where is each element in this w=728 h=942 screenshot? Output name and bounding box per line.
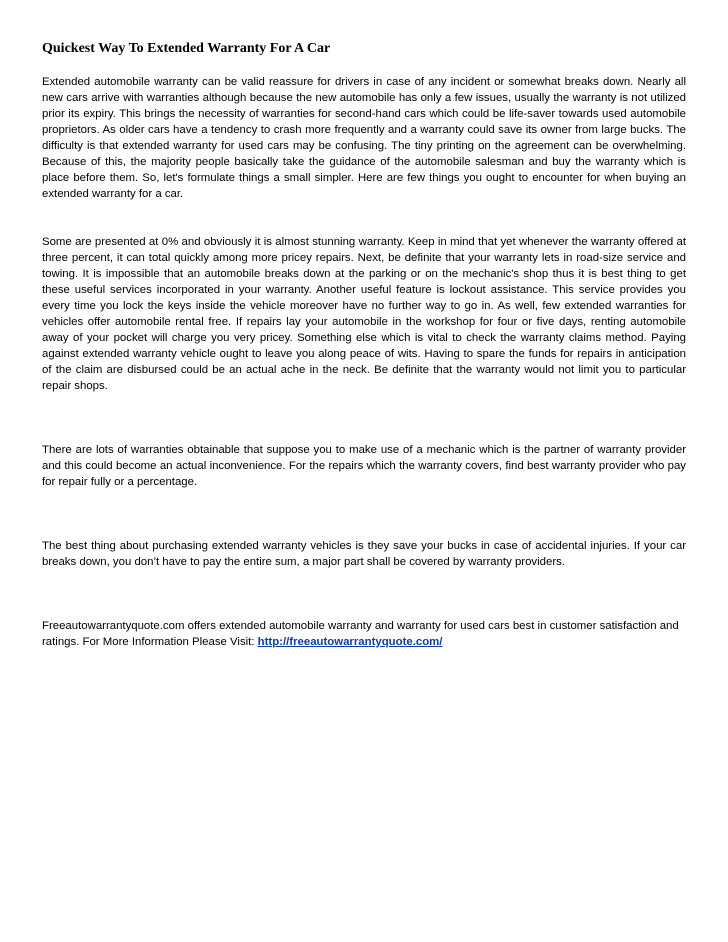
closing-text: Freeautowarrantyquote.com offers extended automobile warranty and warranty for used cars best in customer satisfaction and ratings. For More Information Please Visit: [42,620,679,648]
paragraph-closing [42,618,686,650]
document-title: Quickest Way To Extended Warranty For A Car [42,41,331,56]
paragraph-mechanic: There are lots of warranties obtainable that suppose you to make use of a mechanic which is the partner of warranty provider and this could become an actual inconvenience. For the repairs which the warranty covers, find best warranty provider who pay for repair fully or a percentage. [42,444,686,488]
document-page [42,40,686,650]
paragraph-intro: Extended automobile warranty can be valid reassure for drivers in case of any incident or somewhat breaks down. Nearly all new cars arrive with warranties although because the new automobile has only a few issues, usually the warranty is not utilized prior its expiry. This brings the necessity of warranties for second-hand cars which could be life-saver towards used automobile proprietors. As older cars have a tendency to crash more frequently and a warranty could save its owner from large bucks. The difficulty is that extended warranty for used cars may be confusing. The tiny printing on the agreement can be overwhelming. Because of this, the majority people basically take the guidance of the automobile salesman and buy the warranty which is place before them. So, let's formulate things a small simpler. Here are few things you ought to encounter for when buying an extended warranty for a car. [42,76,686,200]
paragraph-features: Some are presented at 0% and obviously it is almost stunning warranty. Keep in mind that yet whenever the warranty offered at three percent, it can total quickly among more pricey repairs. Next, be definite that your warranty lets in road-size service and towing. It is impossible that an automobile breaks down at the parking or on the mechanic's shop thus it is best thing to get these useful services incorporated in your warranty. Another useful feature is lockout assistance. This service provides you every time you lock the keys inside the vehicle moreover have no further way to go in. As well, few extended warranties for vehicles offer automobile rental free. If repairs lay your automobile in the workshop for four or five days, renting automobile away of your pocket will charge you very pricey. Something else which is vital to check the warranty claims method. Paying against extended warranty vehicle ought to leave you along peace of wits. Having to spare the funds for repairs in anticipation of the claim are disbursed could be an actual ache in the neck. Be definite that the warranty would not limit you to particular repair shops. [42,236,686,392]
website-link[interactable]: http://freeautowarrantyquote.com/ [257,636,443,648]
paragraph-savings: The best thing about purchasing extended warranty vehicles is they save your bucks in case of accidental injuries. If your car breaks down, you don’t have to pay the entire sum, a major part shall be covered by warranty providers. [42,540,686,568]
